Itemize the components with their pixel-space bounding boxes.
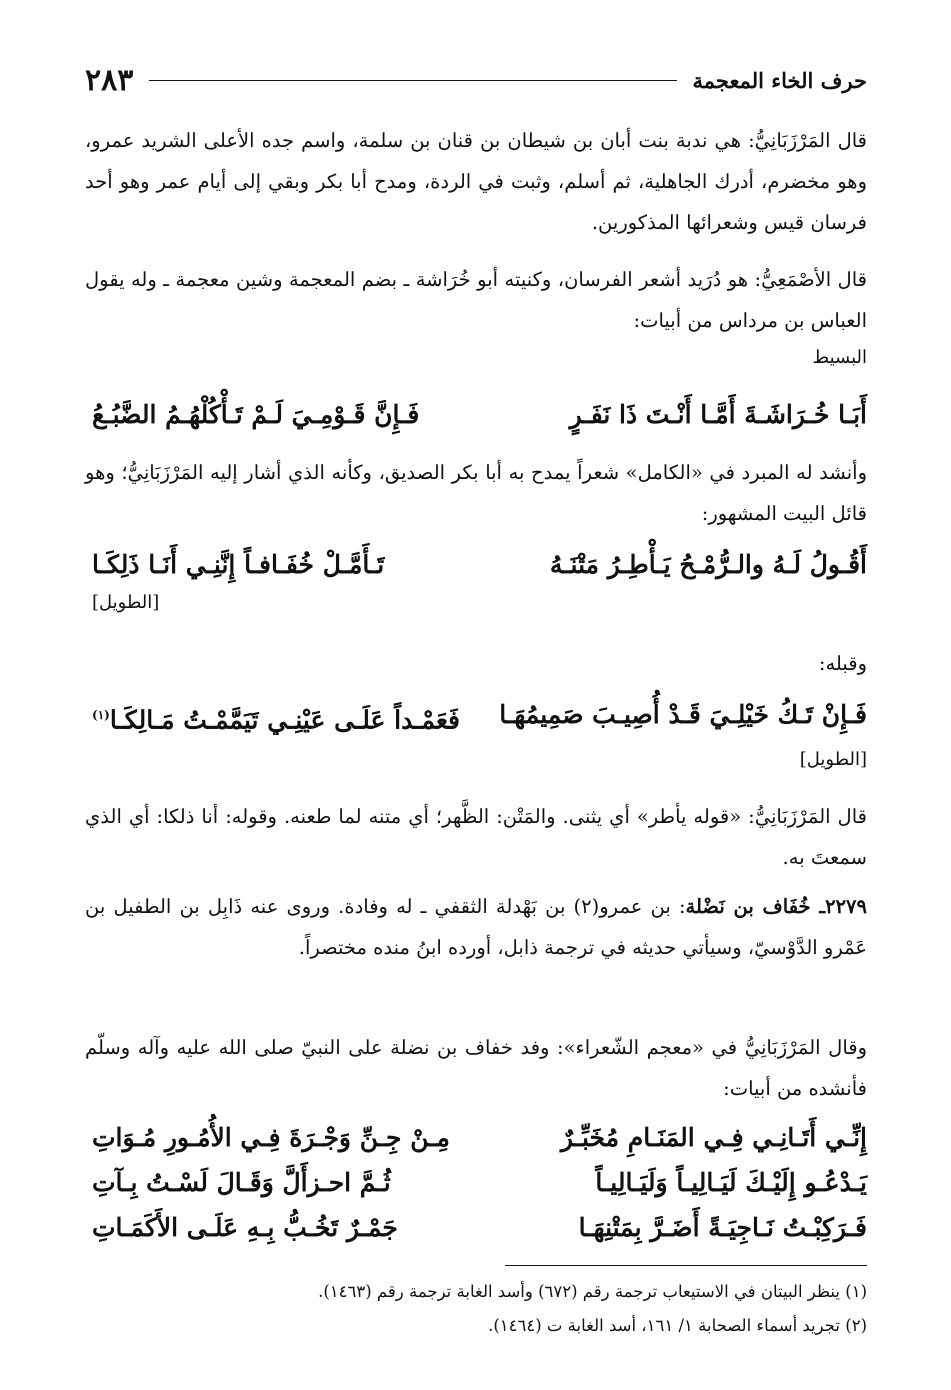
verse-hemistich-left: فَـإِنَّ قَـوْمِـيَ لَـمْ تَـأْكُلْهُـمُ الضَّبُـعُ bbox=[92, 400, 420, 429]
chapter-title: حرف الخاء المعجمة bbox=[692, 67, 867, 93]
footnote-mark: (١) bbox=[92, 708, 110, 722]
footnote-1: (١) ينظر البيتان في الاستيعاب ترجمة رقم (٦٧٢) وأسد الغابة ترجمة رقم (١٤٦٣). bbox=[318, 1282, 867, 1301]
entry-headword: ـ خُفَاف بن نَضْلة bbox=[685, 895, 826, 918]
poem-hemistich-right: إِنِّـي أَتَـانِـي فِـي المَنَـامِ مُخَبِّـرٌ bbox=[560, 1123, 867, 1152]
poem-hemistich-left: ثُـمَّ احـزأَلَّ وَقَـالَ لَسْـتُ بِـآتِ bbox=[92, 1168, 391, 1197]
verse-line bbox=[92, 690, 867, 740]
paragraph-marzubani-bio: قال المَرْزَبَانِيُّ: هي ندبة بنت أبان بن شيطان بن قنان بن سلمة، واسم جده الأعلى الشريد عمرو، وهو مخضرم، أدرك الجاهلية، ثم أسلم، وثبت في الردة، ومدح أبا بكر وبقي إلى أيام عمر وهو أحد فرسان قيس وشعرائها المذكورين. bbox=[85, 129, 867, 234]
verse-hemistich-right: أَقُـولُ لَـهُ والـرُّمْـحُ يَـأْطِـرُ مَتْنَـهُ bbox=[549, 550, 867, 579]
verse-hemistich-right: فَـإِنْ تَـكُ خَيْلِـيَ قَـدْ أُصِيـبَ صَمِيمُهَـا bbox=[499, 700, 867, 729]
paragraph-mubarrad: وأنشد له المبرد في «الكامل» شعراً يمدح به أبا بكر الصديق، وكأنه الذي أشار إليه المَرْزَبَانِيُّ؛ وهو قائل البيت المشهور: bbox=[85, 461, 867, 525]
footnote-2: (٢) تجريد أسماء الصحابة ١/ ١٦١، أسد الغابة ت (١٤٦٤). bbox=[488, 1316, 867, 1335]
poem-hemistich-right: فَـرَكِبْـتُ نَـاجِيَـةً أَضَـرَّ بِمَتْنِهَـا bbox=[578, 1213, 867, 1242]
meter-label-tawil: [الطويل] bbox=[799, 749, 867, 770]
verse-hemistich-left bbox=[92, 690, 460, 745]
poem-hemistich-left: مِـنْ جِـنِّ وَجْـرَةَ فِـي الأُمُـورِ مُـوَاتِ bbox=[92, 1123, 450, 1152]
entry-khufaf bbox=[85, 886, 867, 968]
footnote-separator bbox=[505, 1265, 867, 1266]
verse-hemistich-right: أَبَـا خُـرَاشَـةَ أَمَّـا أَنْـتَ ذَا نَفَـرٍ bbox=[569, 400, 867, 429]
meter-label-basit: البسيط bbox=[812, 347, 867, 368]
paragraph-mujam: وقال المَرْزَبَانِيُّ في «معجم الشّعراء»: وفد خفاف بن نضلة على النبيّ صلى الله عليه وآله وسلّم فأنشده من أبيات: bbox=[85, 1036, 867, 1100]
paragraph-marzubani-note: قال المَرْزَبَانِيُّ: «قوله يأطر» أي يثنى. والمَتْن: الظَّهر؛ أي متنه لما طعنه. وقوله: أنا ذلكا: أي الذي سمعتَ به. bbox=[85, 805, 867, 869]
page-number: ٢٨٣ bbox=[85, 62, 134, 98]
running-header bbox=[85, 60, 867, 100]
verse-hemistich-left: تَـأَمَّـلْ خُفَـافـاً إِنَّنِـي أَنَـا ذَلِكَـا bbox=[92, 550, 385, 579]
poem-hemistich-left: جَمْـرٌ تَخُـبُّ بِـهِ عَلَـى الأَكَمَـاتِ bbox=[92, 1213, 398, 1242]
paragraph-asmai: قال الأصْمَعِيُّ: هو دُرَيد أشعر الفرسان، وكنيته أبو خُرَاشة ـ بضم المعجمة وشين معجمة ـ وله يقول العباس بن مرداس من أبيات: bbox=[85, 268, 867, 332]
poem-hemistich-right: يَـدْعُـو إِلَيْـكَ لَيَـالِيـاً وَلَيَـالِيـاً bbox=[595, 1168, 867, 1197]
verse-line bbox=[92, 390, 867, 440]
poem-line bbox=[92, 1158, 867, 1208]
verse-line bbox=[92, 540, 867, 590]
verse-hemistich-left-text: فَعَمْـداً عَلَـى عَيْنِـي تَيَمَّمْـتُ مَـالِكَـا bbox=[109, 705, 460, 735]
entry-text: : بن عمرو(٢) بن بَهْدلة الثقفي ـ له وفادة. وروى عنه ذَابِل بن الطفيل بن عَمْرو الدَّوْسيّ، وسيأتي حديثه في ترجمة ذابل، أورده ابنُ منده مختصراً. bbox=[85, 895, 867, 959]
meter-label-tawil: [الطويل] bbox=[92, 592, 160, 613]
entry-number: ٢٢٧٩ bbox=[825, 895, 867, 918]
poem-line bbox=[92, 1203, 867, 1253]
poem-line bbox=[92, 1113, 867, 1163]
header-rule bbox=[149, 80, 676, 81]
before-label: وقبله: bbox=[818, 652, 867, 675]
